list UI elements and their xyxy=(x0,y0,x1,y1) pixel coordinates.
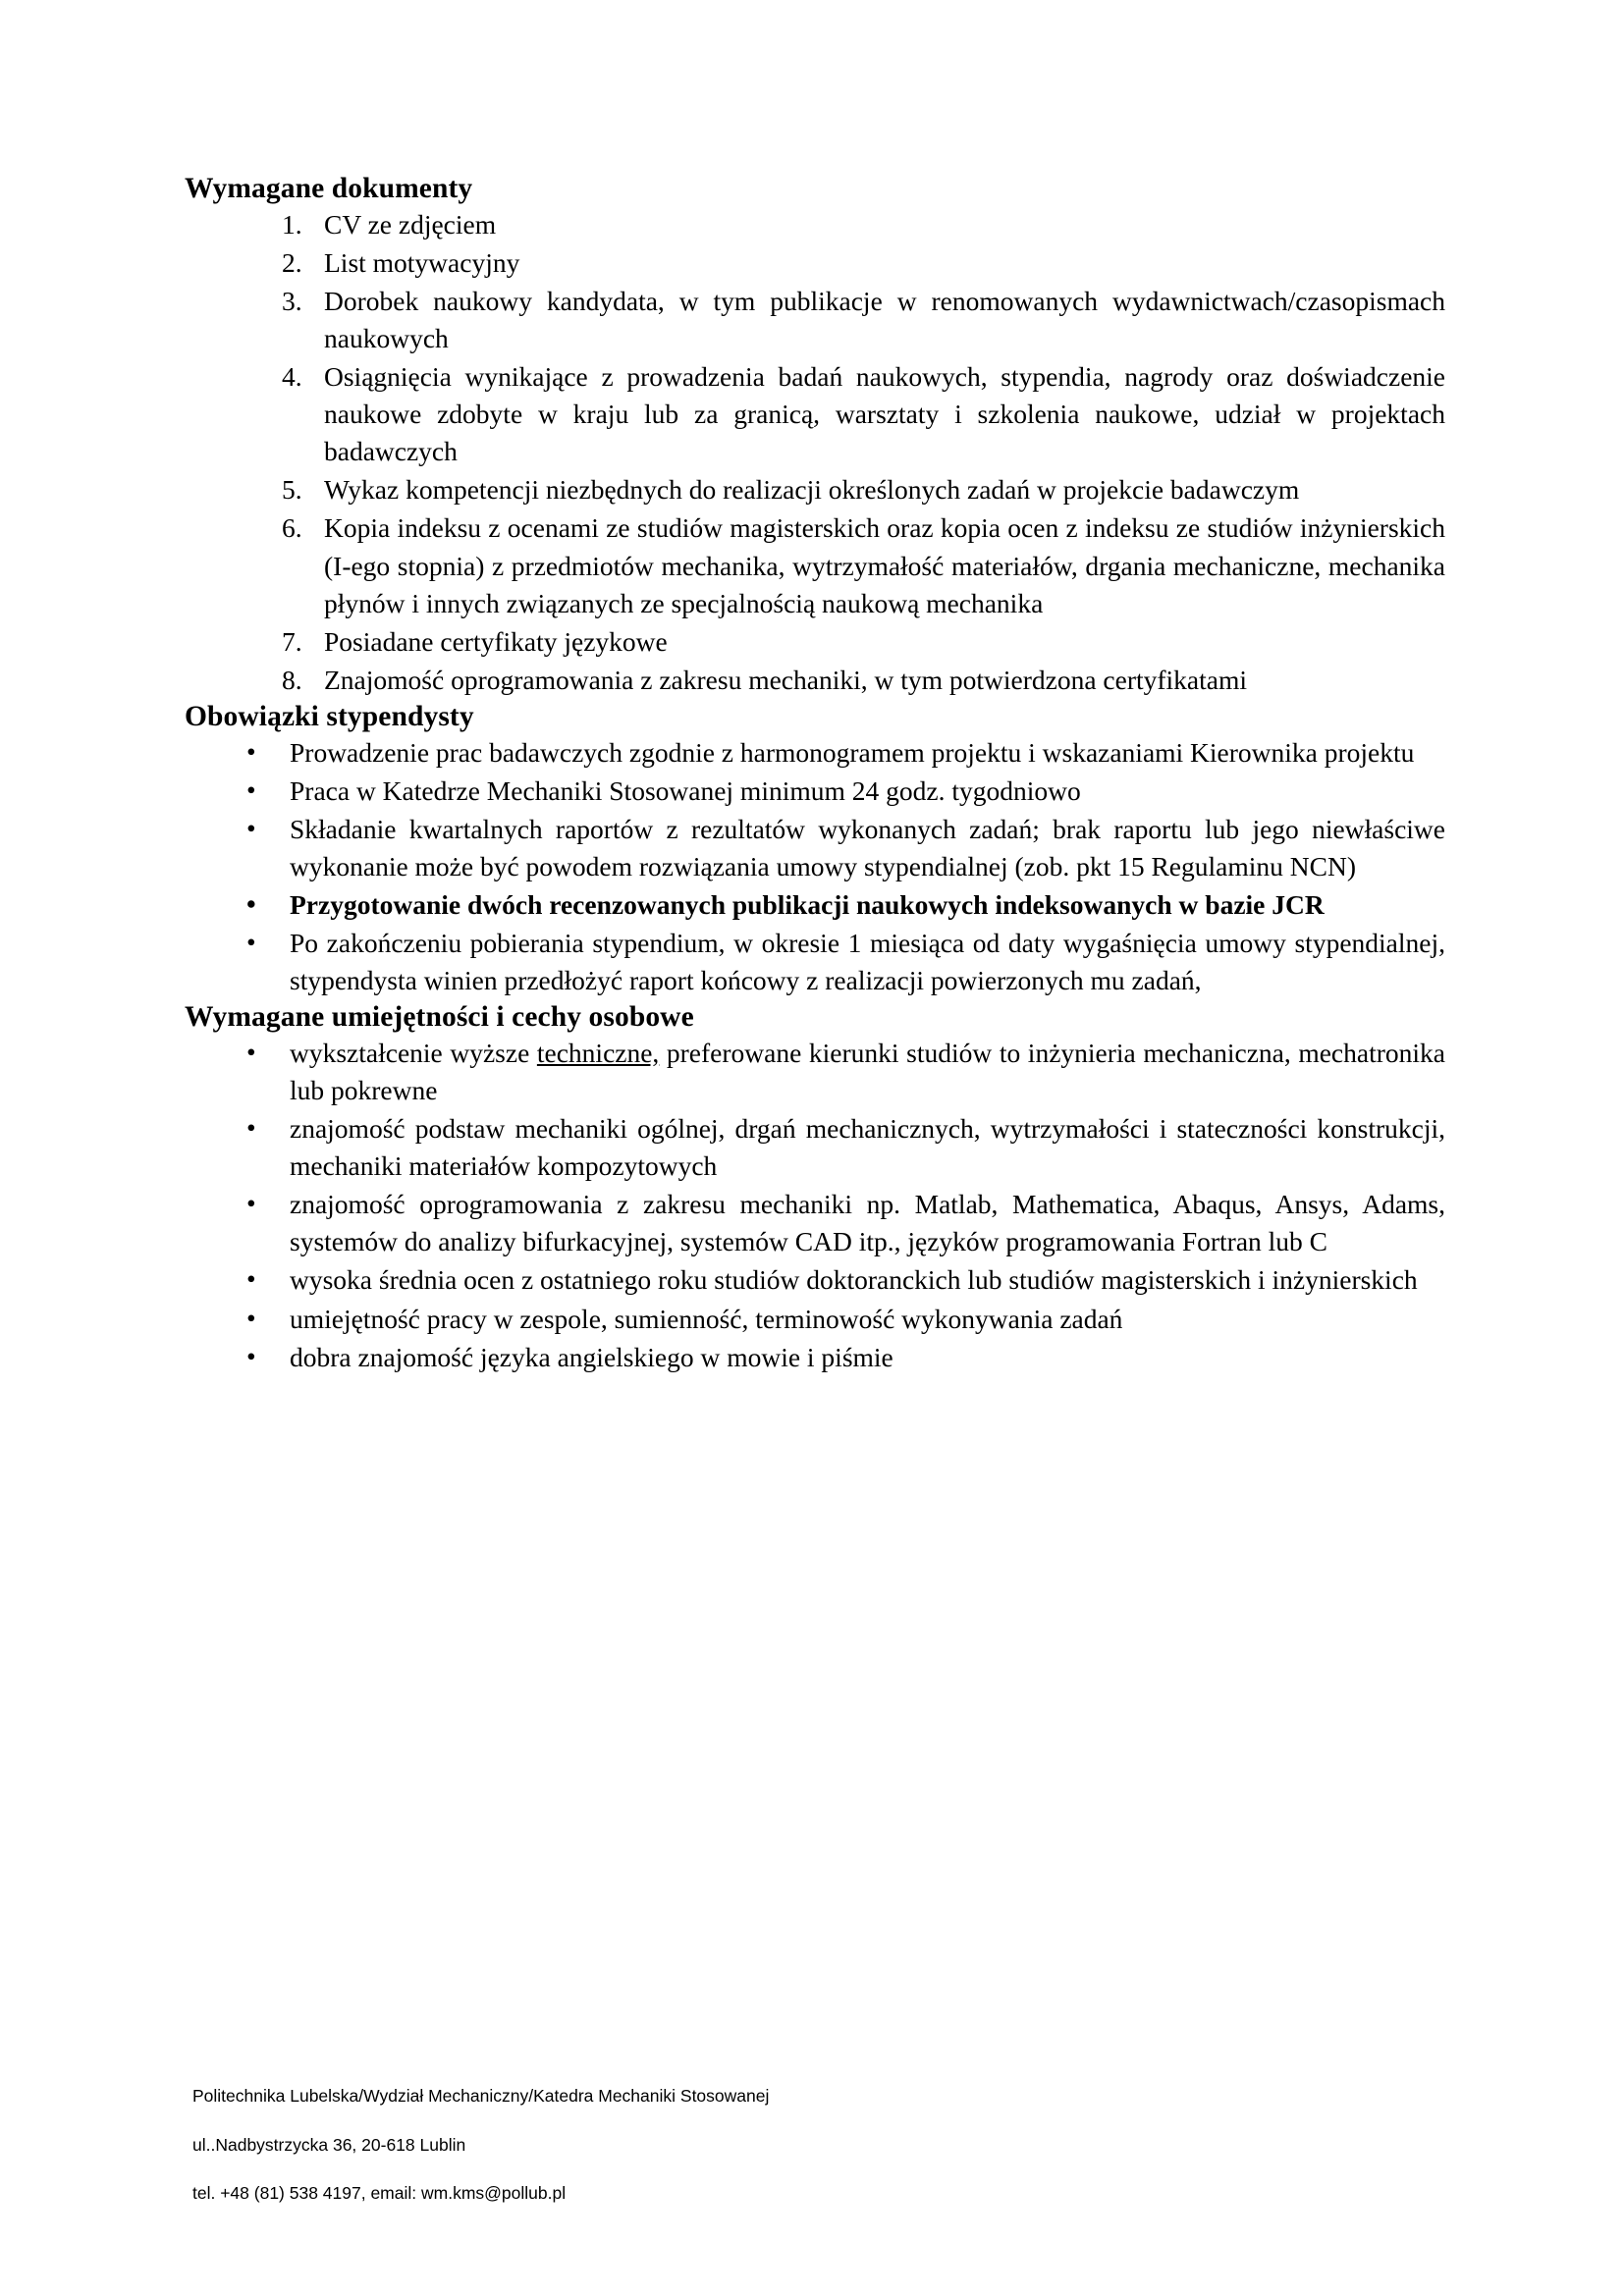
document-body xyxy=(185,172,1445,1377)
list-item-text-before: wykształcenie wyższe xyxy=(290,1037,537,1068)
list-item-text: umiejętność pracy w zespole, sumienność, terminowość wykonywania zadań xyxy=(290,1303,1123,1334)
bullet-icon: • xyxy=(246,1112,256,1144)
bullet-icon: • xyxy=(246,1340,256,1371)
list-marker: 7. xyxy=(282,625,302,657)
page-footer xyxy=(192,2059,769,2230)
list-marker: 8. xyxy=(282,664,302,695)
bullet-icon: • xyxy=(246,1263,256,1295)
list-marker: 2. xyxy=(282,246,302,278)
section-heading-obowiazki-stypendysty: Obowiązki stypendysty xyxy=(185,700,474,732)
bullet-icon: • xyxy=(246,927,256,957)
list-wymagane-dokumenty xyxy=(185,206,1445,699)
list-item xyxy=(185,623,1445,661)
list-item xyxy=(185,471,1445,508)
list-item-text: Prowadzenie prac badawczych zgodnie z harmonogramem projektu i wskazaniami Kierownika projektu xyxy=(290,736,1415,768)
list-item-text: Posiadane certyfikaty językowe xyxy=(324,625,668,657)
list-item xyxy=(185,1339,1445,1376)
list-item-text: Po zakończeniu pobierania stypendium, w okresie 1 miesiąca od daty wygaśnięcia umowy stypendialnej, stypendysta winien przedłożyć raport końcowy z realizacji powierzonych mu zadań, xyxy=(290,928,1445,996)
list-marker: 5. xyxy=(282,474,302,506)
list-item-text: Przygotowanie dwóch recenzowanych publikacji naukowych indeksowanych w bazie JCR xyxy=(290,888,1325,920)
bullet-icon: • xyxy=(246,1188,256,1219)
list-item xyxy=(185,1186,1445,1260)
list-marker: 3. xyxy=(282,285,302,316)
list-item-text: List motywacyjny xyxy=(324,246,520,278)
list-item xyxy=(185,773,1445,810)
list-item xyxy=(185,358,1445,470)
list-item xyxy=(185,1035,1445,1109)
list-item xyxy=(185,1261,1445,1299)
list-item-text: CV ze zdjęciem xyxy=(324,208,497,240)
list-item xyxy=(185,283,1445,357)
list-item xyxy=(185,1110,1445,1185)
list-item xyxy=(185,509,1445,621)
bullet-icon: • xyxy=(246,735,256,767)
list-item-text: znajomość podstaw mechaniki ogólnej, drgań mechanicznych, wytrzymałości i stateczności konstrukcji, mechaniki materiałów kompozytowych xyxy=(290,1113,1445,1182)
list-item xyxy=(185,1301,1445,1338)
list-item xyxy=(185,925,1445,999)
list-item xyxy=(185,811,1445,885)
list-marker: 6. xyxy=(282,512,302,544)
footer-line-address: ul..Nadbystrzycka 36, 20-618 Lublin xyxy=(192,2134,466,2155)
footer-line-contact: tel. +48 (81) 538 4197, email: wm.kms@pollub.pl xyxy=(192,2183,567,2204)
footer-line-institution: Politechnika Lubelska/Wydział Mechaniczny/Katedra Mechaniki Stosowanej xyxy=(192,2085,770,2106)
list-wymagane-umiejetnosci xyxy=(185,1035,1445,1376)
list-item-text: Dorobek naukowy kandydata, w tym publikacje w renomowanych wydawnictwach/czasopismach naukowych xyxy=(324,285,1445,354)
bullet-icon: • xyxy=(246,1302,256,1333)
list-marker: 4. xyxy=(282,361,302,393)
list-item xyxy=(185,206,1445,243)
section-heading-wymagane-dokumenty: Wymagane dokumenty xyxy=(185,173,473,204)
list-obowiazki-stypendysty xyxy=(185,734,1445,1000)
list-item-text: Osiągnięcia wynikające z prowadzenia badań naukowych, stypendia, nagrody oraz doświadczenie naukowe zdobyte w kraju lub za granicą, warsztaty i szkolenia naukowe, udział w projektach badawczych xyxy=(324,361,1445,467)
bullet-icon: • xyxy=(246,812,256,843)
list-item-text: wysoka średnia ocen z ostatniego roku studiów doktoranckich lub studiów magisterskich i inżynierskich xyxy=(290,1264,1418,1296)
list-item-text: Wykaz kompetencji niezbędnych do realizacji określonych zadań w projekcie badawczym xyxy=(324,474,1300,506)
bullet-icon: • xyxy=(246,1036,256,1067)
list-item-text: Kopia indeksu z ocenami ze studiów magisterskich oraz kopia ocen z indeksu ze studiów inżynierskich (I-ego stopnia) z przedmiotów mechanika, wytrzymałość materiałów, drgania mechaniczne, mechanika płynów i innych związanych ze specjalnością naukową mechanika xyxy=(324,512,1445,618)
bullet-icon: • xyxy=(246,774,256,805)
list-item-text: Znajomość oprogramowania z zakresu mechaniki, w tym potwierdzona certyfikatami xyxy=(324,664,1248,695)
section-heading-wymagane-umiejetnosci: Wymagane umiejętności i cechy osobowe xyxy=(185,1001,694,1034)
list-item-text: dobra znajomość języka angielskiego w mowie i piśmie xyxy=(290,1341,893,1372)
list-item-text-underlined: techniczne, xyxy=(536,1037,660,1068)
list-item xyxy=(185,734,1445,772)
list-marker: 1. xyxy=(282,208,302,240)
list-item-text-after: preferowane kierunki studiów to inżynieria mechaniczna, mechatronika lub pokrewne xyxy=(290,1037,1445,1106)
bullet-icon: • xyxy=(246,887,256,919)
list-item xyxy=(185,662,1445,699)
list-item xyxy=(185,886,1445,924)
list-item-text: Praca w Katedrze Mechaniki Stosowanej minimum 24 godz. tygodniowo xyxy=(290,774,1081,806)
list-item-text: Składanie kwartalnych raportów z rezultatów wykonanych zadań; brak raportu lub jego niewłaściwe wykonanie może być powodem rozwiązania umowy stypendialnej (zob. pkt 15 Regulaminu NCN) xyxy=(290,813,1445,881)
list-item-text: znajomość oprogramowania z zakresu mechaniki np. Matlab, Mathematica, Abaqus, Ansys, Adams, systemów do analizy bifurkacyjnej, systemów CAD itp., języków programowania Fortran lub C xyxy=(290,1189,1445,1257)
list-item xyxy=(185,244,1445,282)
